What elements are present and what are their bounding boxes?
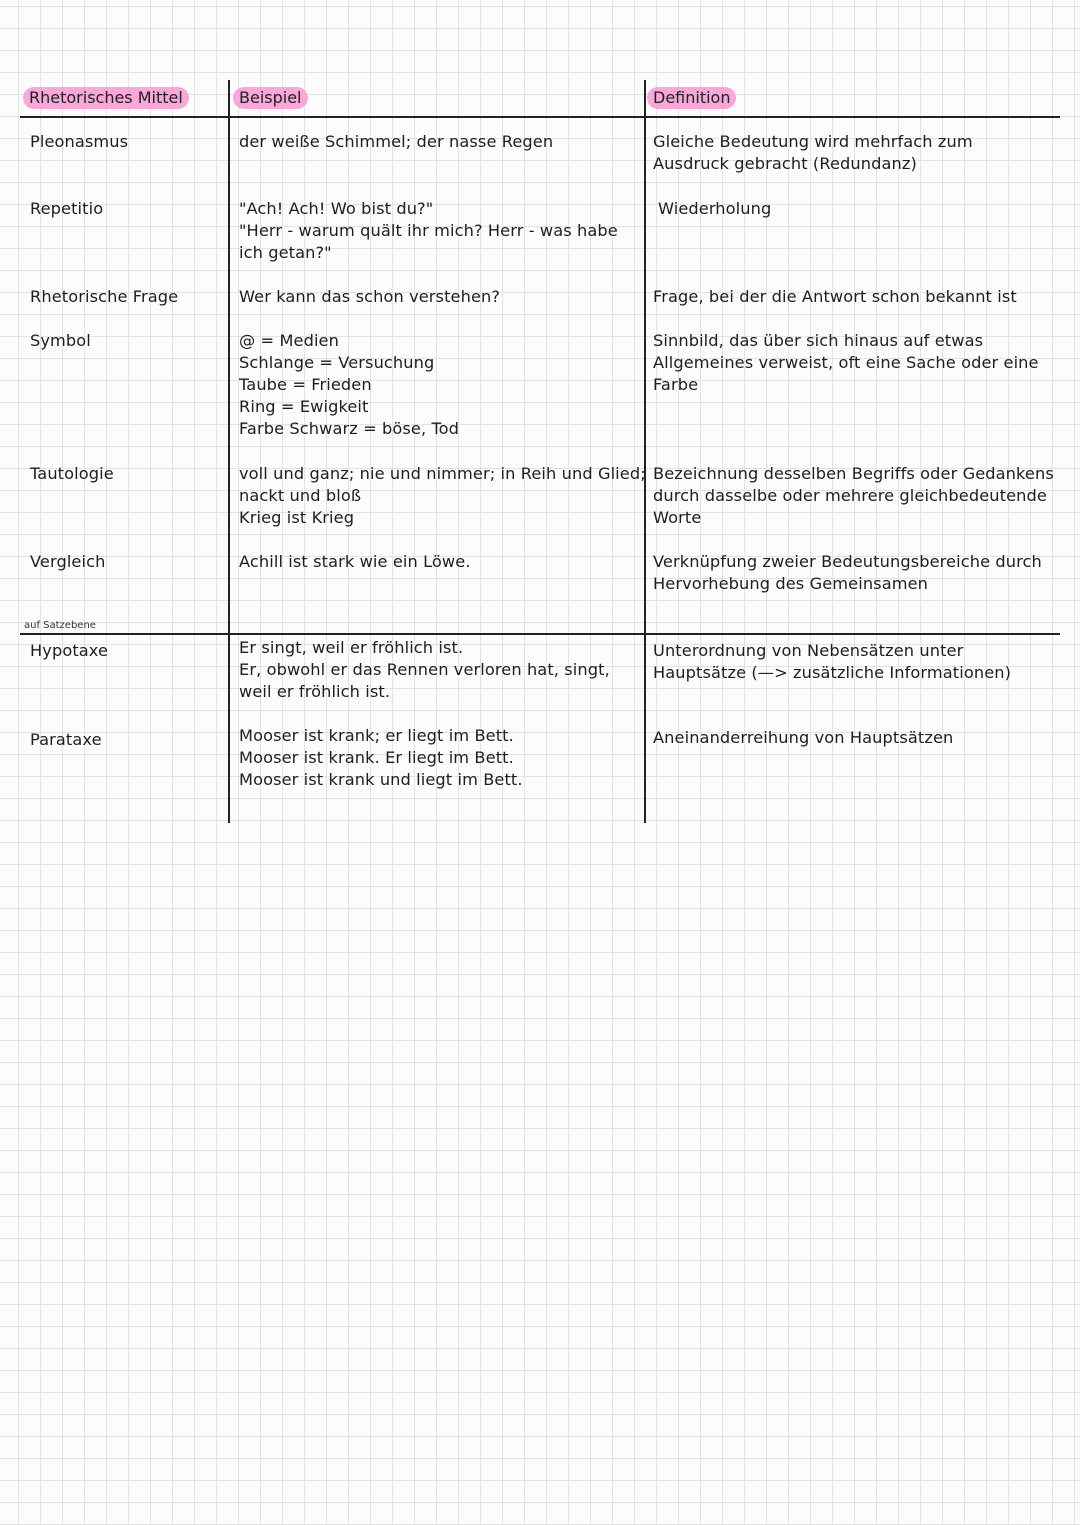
row-example: [239, 463, 646, 529]
example-line: nackt und bloß: [239, 486, 362, 505]
example-line: Er, obwohl er das Rennen verloren hat, singt,: [239, 660, 610, 679]
row-example: [239, 131, 553, 153]
row-example: [239, 198, 618, 264]
row-term: Tautologie: [30, 464, 114, 483]
example-line: Mooser ist krank; er liegt im Bett.: [239, 726, 514, 745]
header-term: Rhetorisches Mittel: [23, 87, 189, 109]
row-example: [239, 551, 471, 573]
example-line: "Ach! Ach! Wo bist du?": [239, 199, 434, 218]
example-line: ich getan?": [239, 243, 332, 262]
header-definition: Definition: [647, 87, 736, 109]
row-example: [239, 286, 500, 308]
definition-line: Gleiche Bedeutung wird mehrfach zum: [653, 132, 973, 151]
definition-line: Wiederholung: [658, 199, 772, 218]
row-term: Hypotaxe: [30, 641, 109, 660]
definition-line: Ausdruck gebracht (Redundanz): [653, 154, 917, 173]
section-divider: [20, 633, 1060, 635]
row-example: [239, 330, 459, 440]
example-line: Mooser ist krank und liegt im Bett.: [239, 770, 523, 789]
definition-line: Aneinanderreihung von Hauptsätzen: [653, 728, 954, 747]
row-term: Vergleich: [30, 552, 106, 571]
definition-line: Farbe: [653, 375, 699, 394]
example-line: Ring = Ewigkeit: [239, 397, 369, 416]
example-line: der weiße Schimmel; der nasse Regen: [239, 132, 554, 151]
example-line: weil er fröhlich ist.: [239, 682, 391, 701]
row-term: Repetitio: [30, 199, 104, 218]
definition-line: Hauptsätze (—> zusätzliche Informationen): [653, 663, 1012, 682]
header-underline: [20, 116, 1060, 118]
example-line: voll und ganz; nie und nimmer; in Reih und Glied;: [239, 464, 646, 483]
column-divider-1: [228, 80, 230, 823]
column-divider-2: [644, 80, 646, 823]
row-example: [239, 725, 523, 791]
example-line: Er singt, weil er fröhlich ist.: [239, 638, 464, 657]
row-term: Rhetorische Frage: [30, 287, 179, 306]
row-term: Symbol: [30, 331, 91, 350]
definition-line: Verknüpfung zweier Bedeutungsbereiche durch: [653, 552, 1042, 571]
row-term: Pleonasmus: [30, 132, 129, 151]
example-line: Taube = Frieden: [239, 375, 372, 394]
definition-line: Sinnbild, das über sich hinaus auf etwas: [653, 331, 984, 350]
example-line: Achill ist stark wie ein Löwe.: [239, 552, 471, 571]
definition-line: Allgemeines verweist, oft eine Sache oder eine: [653, 353, 1039, 372]
row-definition: [653, 640, 1011, 684]
header-example: Beispiel: [233, 87, 308, 109]
example-line: Farbe Schwarz = böse, Tod: [239, 419, 460, 438]
row-definition: [653, 330, 1039, 396]
row-definition: [653, 727, 953, 749]
section-label: auf Satzebene: [24, 620, 96, 631]
example-line: Schlange = Versuchung: [239, 353, 435, 372]
definition-line: durch dasselbe oder mehrere gleichbedeutende: [653, 486, 1047, 505]
row-definition: [658, 198, 771, 220]
example-line: Wer kann das schon verstehen?: [239, 287, 501, 306]
definition-line: Bezeichnung desselben Begriffs oder Gedankens: [653, 464, 1054, 483]
row-definition: [653, 551, 1042, 595]
definition-line: Frage, bei der die Antwort schon bekannt ist: [653, 287, 1017, 306]
definition-line: Hervorhebung des Gemeinsamen: [653, 574, 929, 593]
definition-line: Worte: [653, 508, 702, 527]
example-line: @ = Medien: [239, 331, 339, 350]
row-term: Parataxe: [30, 730, 102, 749]
example-line: Krieg ist Krieg: [239, 508, 355, 527]
row-example: [239, 637, 610, 703]
example-line: Mooser ist krank. Er liegt im Bett.: [239, 748, 514, 767]
definition-line: Unterordnung von Nebensätzen unter: [653, 641, 964, 660]
example-line: "Herr - warum quält ihr mich? Herr - was habe: [239, 221, 618, 240]
row-definition: [653, 286, 1017, 308]
row-definition: [653, 463, 1054, 529]
row-definition: [653, 131, 973, 175]
